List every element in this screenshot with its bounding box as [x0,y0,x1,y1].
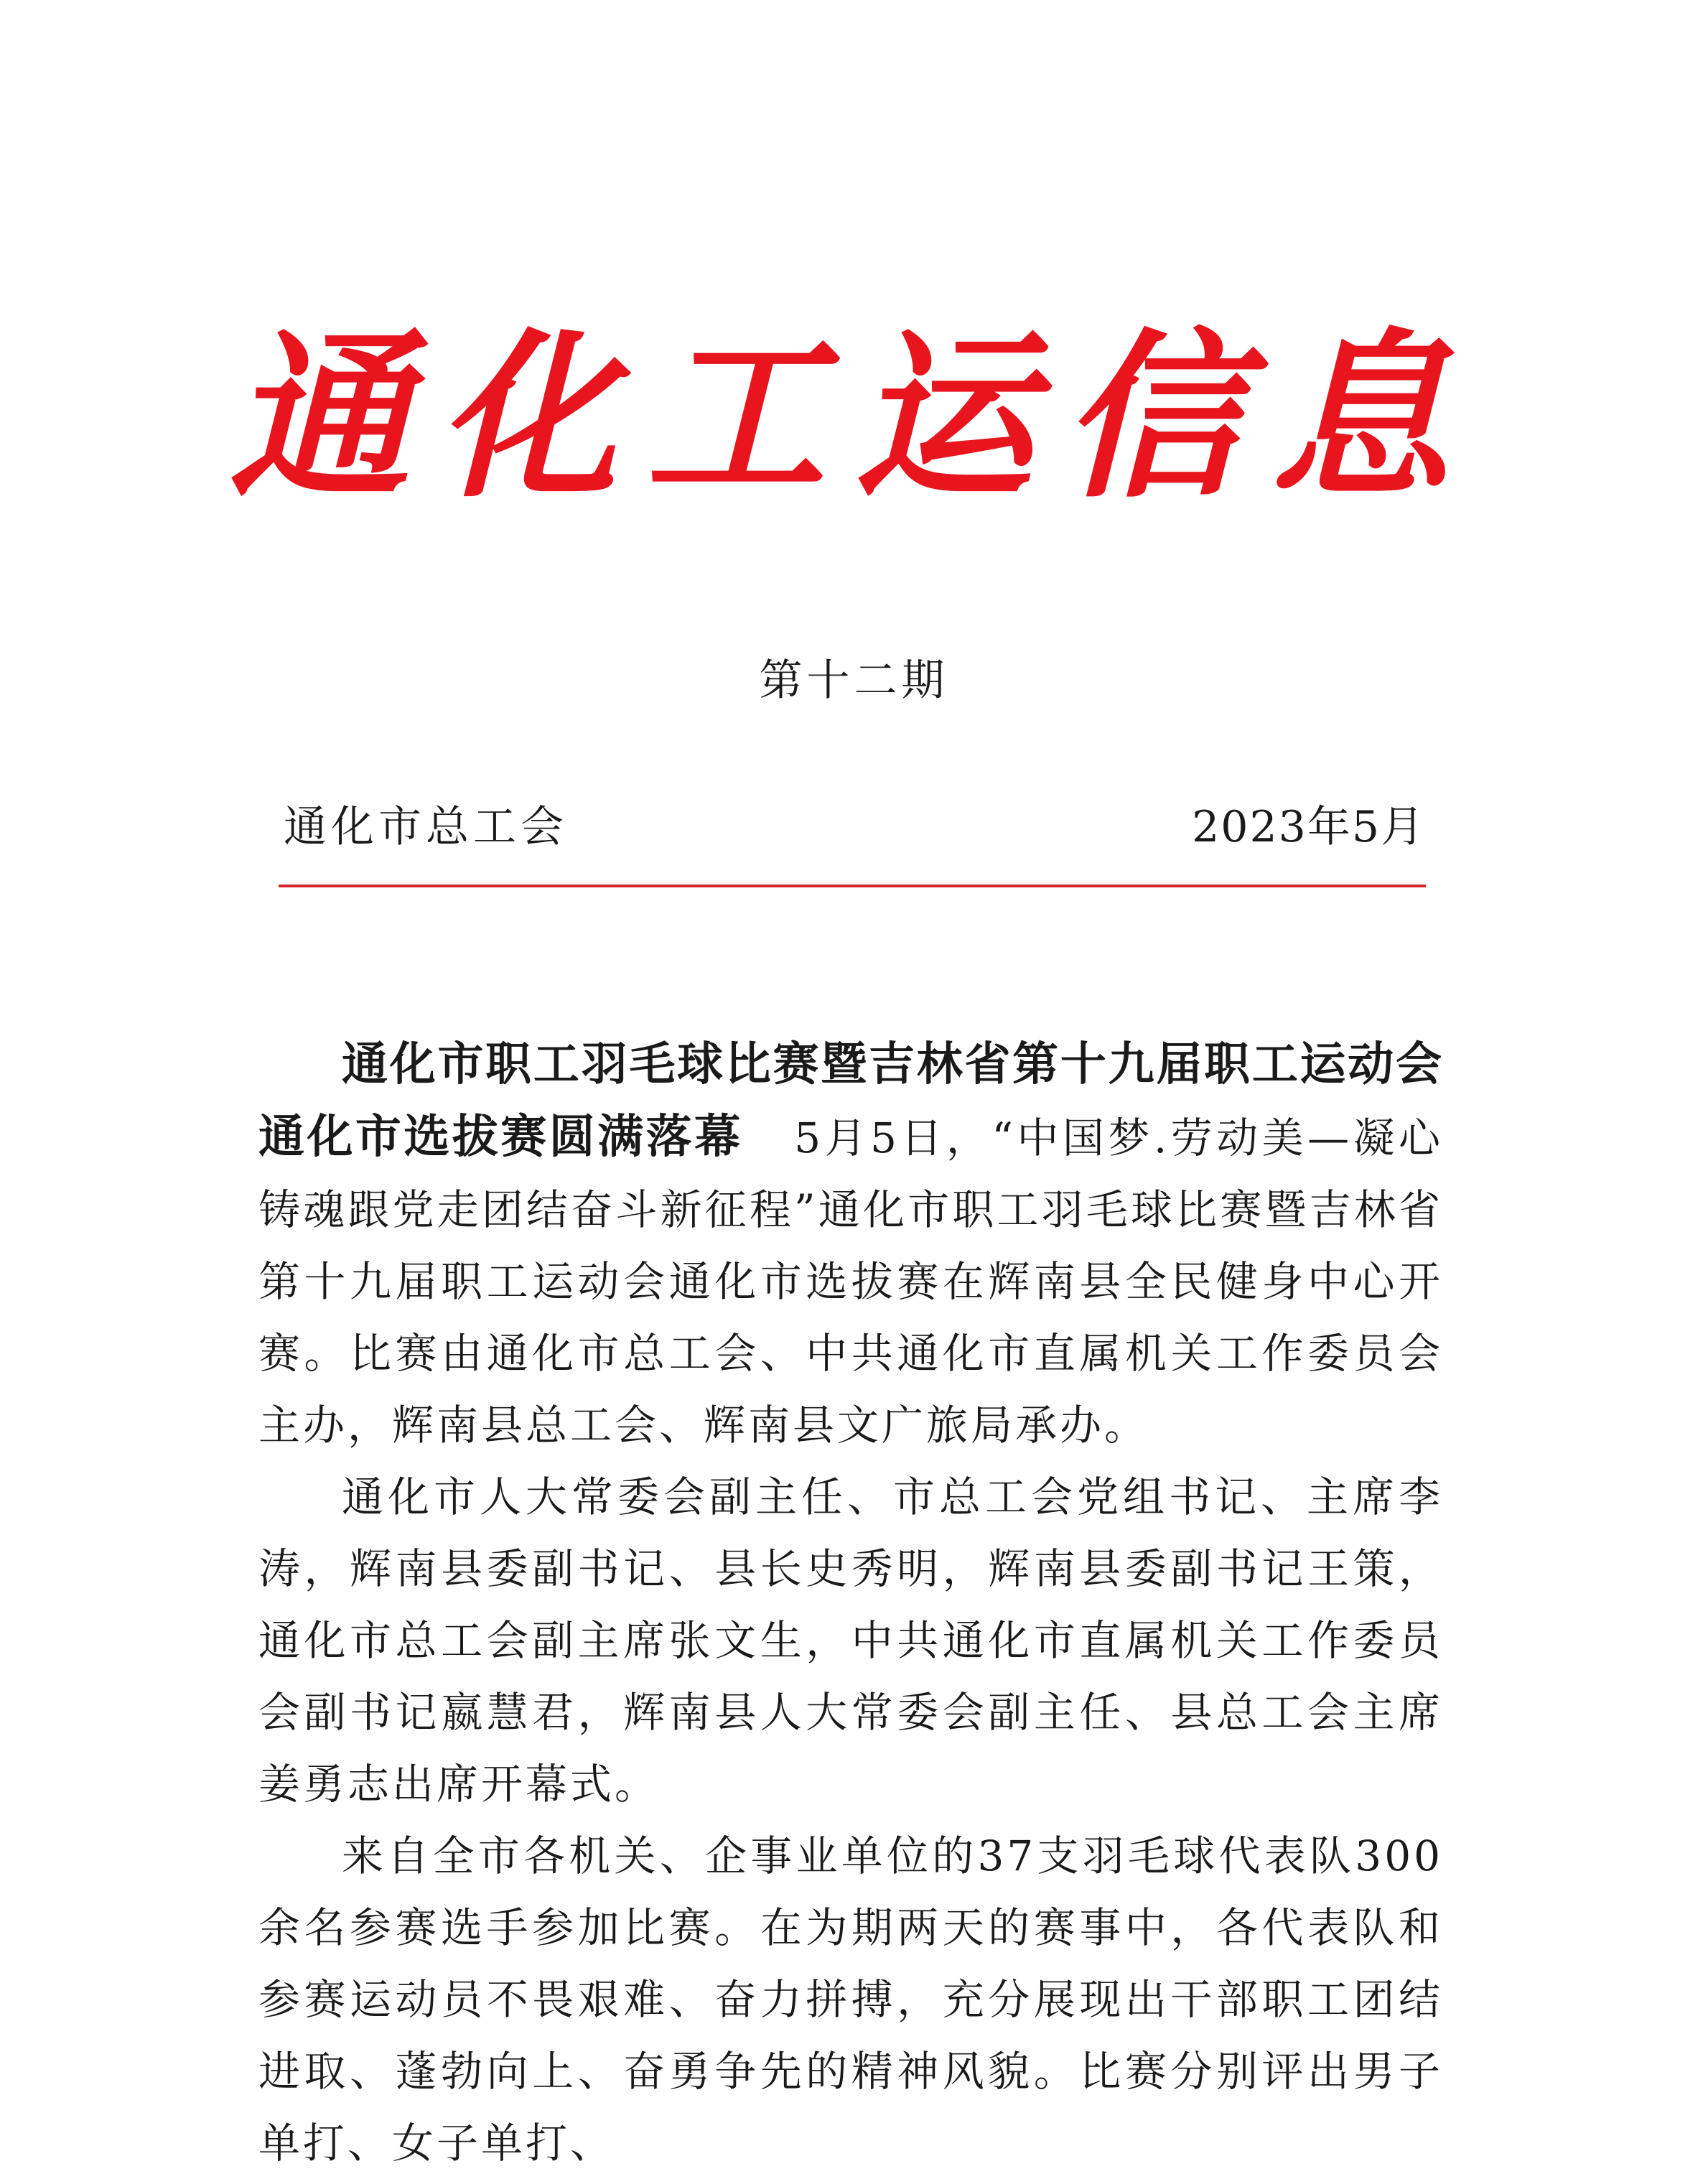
publication-meta [284,798,1425,856]
article-body [258,1029,1443,2179]
article-paragraph-2: 通化市人大常委会副主任、市总工会党组书记、主席李涛，辉南县委副书记、县长史秀明，辉南县委副书记王策，通化市总工会副主席张文生，中共通化市直属机关工作委员会副书记嬴慧君，辉南县人大常委会副主任、县总工会主席姜勇志出席开幕式。 [258,1473,1443,1809]
article-headline: 通化市职工羽毛球比赛暨吉林省第十九届职工运动会通化市选拔赛圆满落幕 [258,1038,1443,1164]
masthead-title: 通化工运信息 [229,311,1479,522]
red-divider-line [279,885,1426,887]
article-lead-text: 5月5日，“中国梦.劳动美—凝心铸魂跟党走团结奋斗新征程”通化市职工羽毛球比赛暨吉林省第十九届职工运动会通化市选拔赛在辉南县全民健身中心开赛。比赛由通化市总工会、中共通化市直属机关工作委员会主办，辉南县总工会、辉南县文广旅局承办。 [258,1114,1444,1450]
publication-date: 2023年5月 [1192,802,1425,852]
article-paragraph-3: 来自全市各机关、企事业单位的37支羽毛球代表队300余名参赛选手参加比赛。在为期两天的赛事中，各代表队和参赛运动员不畏艰难、奋力拼搏，充分展现出干部职工团结进取、蓬勃向上、奋勇争先的精神风貌。比赛分别评出男子单打、女子单打、 [258,1832,1443,2168]
issue-number: 第十二期 [759,655,949,706]
publisher-name: 通化市总工会 [284,802,568,852]
article-paragraph-1 [258,1029,1443,1461]
